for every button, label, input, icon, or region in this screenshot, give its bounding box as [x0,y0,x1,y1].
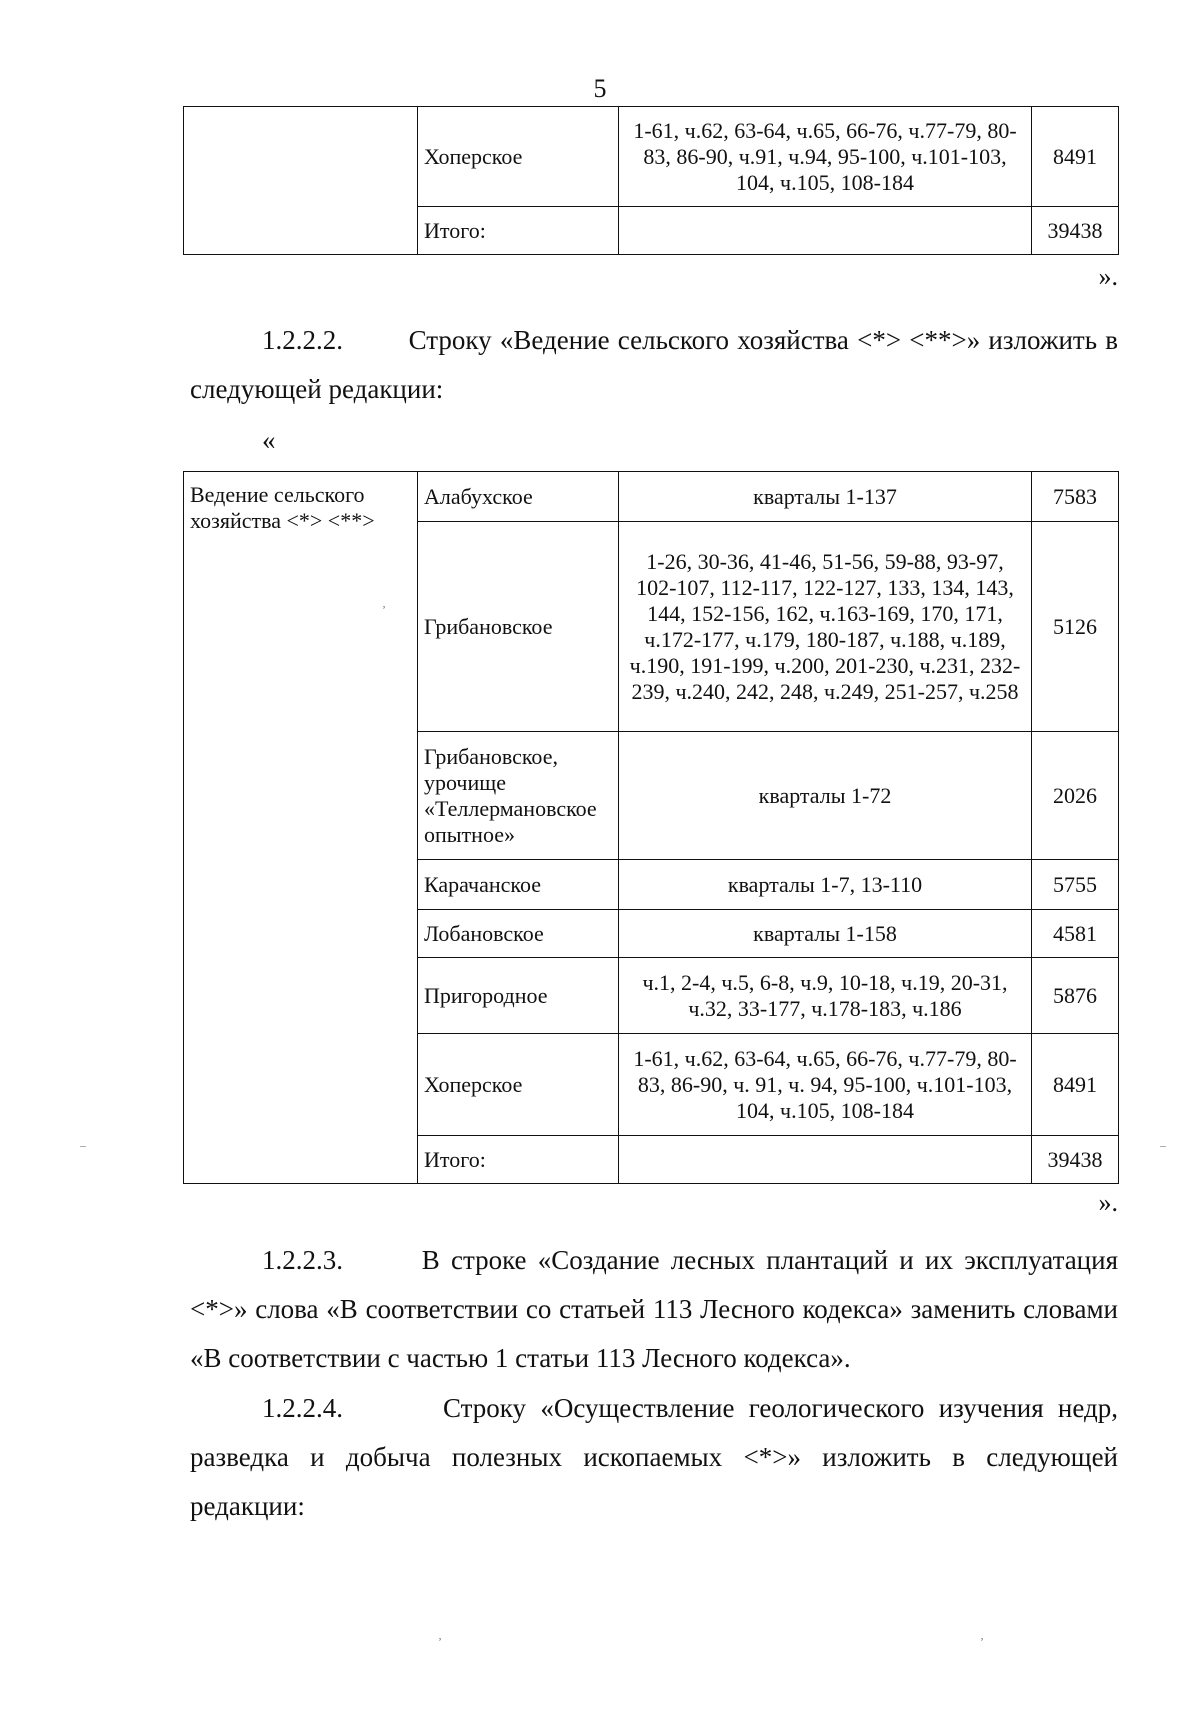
forestry-cell: Хоперское [418,1034,619,1136]
scan-mark: ‚ [382,596,386,610]
forestry-cell: Карачанское [418,860,619,910]
area-cell: 5876 [1032,958,1119,1034]
area-cell: 5126 [1032,522,1119,732]
scan-mark: – [80,1138,86,1152]
forestry-cell: Хоперское [418,107,619,207]
area-cell: 4581 [1032,910,1119,958]
closing-quote: ». [1098,1188,1118,1217]
blocks-cell: кварталы 1-7, 13-110 [619,860,1032,910]
area-cell: 8491 [1032,1034,1119,1136]
opening-quote: « [262,425,276,455]
total-area: 39438 [1032,207,1119,255]
scan-mark: ‚ [980,1628,984,1642]
paragraph-1-2-2-4: 1.2.2.4. Строку «Осуществление геологического изучения недр, разведка и добыча полезных ископаемых <*>» изложить в следующей редакции: [190,1393,1118,1521]
forestry-cell: Лобановское [418,910,619,958]
blocks-cell: ч.1, 2-4, ч.5, 6-8, ч.9, 10-18, ч.19, 20-31, ч.32, 33-177, ч.178-183, ч.186 [619,958,1032,1034]
paragraph-1-2-2-2: 1.2.2.2. Строку «Ведение сельского хозяйства <*> <**>» изложить в следующей редакции: [190,325,1118,404]
blocks-cell: кварталы 1-137 [619,472,1032,522]
blocks-cell [619,1136,1032,1184]
blocks-cell [619,207,1032,255]
purpose-cell-empty [184,107,418,255]
scan-mark: – [1160,1138,1166,1152]
forestry-cell: Грибановское, урочище «Теллермановское опытное» [418,732,619,860]
blocks-cell: 1-61, ч.62, 63-64, ч.65, 66-76, ч.77-79, 80-83, 86-90, ч. 91, ч. 94, 95-100, ч.101-103, 104, ч.105, 108-184 [619,1034,1032,1136]
table-row [184,472,1119,522]
total-label: Итого: [418,207,619,255]
area-cell: 7583 [1032,472,1119,522]
page-number: 5 [593,74,607,103]
blocks-cell: 1-26, 30-36, 41-46, 51-56, 59-88, 93-97, 102-107, 112-117, 122-127, 133, 134, 143, 144, 152-156, 162, ч.163-169, 170, 171, ч.172-177, ч.179, 180-187, ч.188, ч.189, ч.190, 191-199, ч.200, 201-230, ч.231, 232-239, ч.240, 242, 248, ч.249, 251-257, ч.258 [619,522,1032,732]
forestry-cell: Пригородное [418,958,619,1034]
paragraph-1-2-2-3: 1.2.2.3. В строке «Создание лесных плантаций и их эксплуатация <*>» слова «В соответствии со статьей 113 Лесного кодекса» заменить словами «В соответствии с частью 1 статьи 113 Лесного кодекса». [190,1245,1118,1373]
blocks-cell: кварталы 1-158 [619,910,1032,958]
closing-quote: ». [1098,262,1118,291]
blocks-cell: кварталы 1-72 [619,732,1032,860]
total-label: Итого: [418,1136,619,1184]
table-row [184,107,1119,207]
area-cell: 8491 [1032,107,1119,207]
table-agriculture [183,471,1119,1184]
scan-mark: ‚ [438,1628,442,1642]
total-area: 39438 [1032,1136,1119,1184]
forestry-cell: Грибановское [418,522,619,732]
purpose-cell: Ведение сельского хозяйства <*> <**> [184,472,418,1184]
table-continuation [183,106,1119,255]
area-cell: 5755 [1032,860,1119,910]
forestry-cell: Алабухское [418,472,619,522]
blocks-cell: 1-61, ч.62, 63-64, ч.65, 66-76, ч.77-79, 80-83, 86-90, ч.91, ч.94, 95-100, ч.101-103, 104, ч.105, 108-184 [619,107,1032,207]
area-cell: 2026 [1032,732,1119,860]
